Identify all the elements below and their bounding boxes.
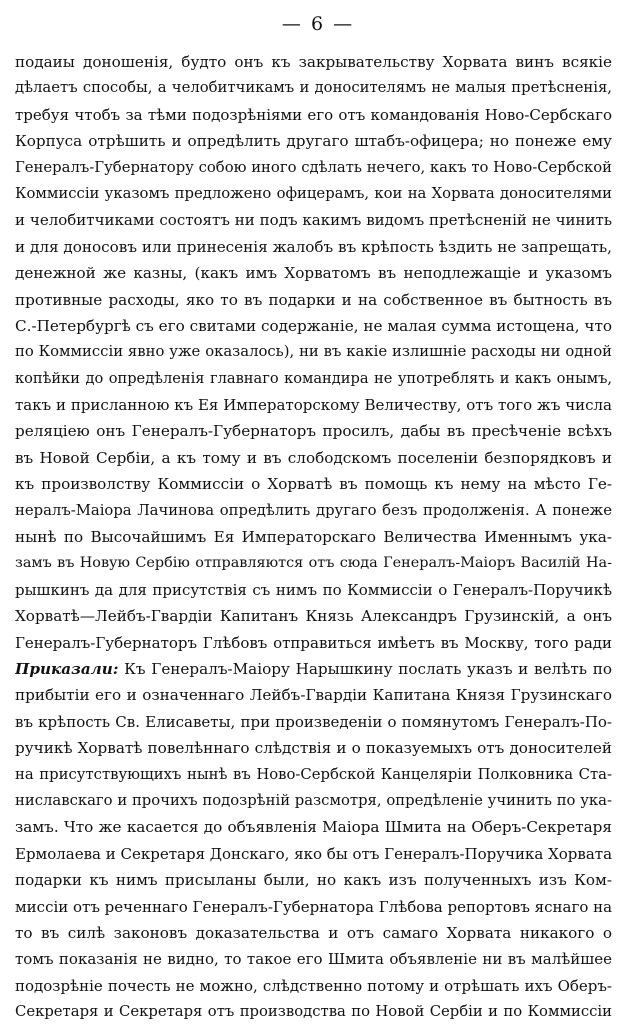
text-line: по Коммиссіи явно уже оказалось), ни въ какіе излишніе расходы ни одной (15, 343, 612, 361)
text-line: дѣлаетъ способы, а челобитчикамъ и доносителямъ не малыя претѣсненія, (15, 79, 612, 97)
text-line: и для доносовъ или принесенія жалобъ въ крѣпость ѣздить не запрещать, (15, 237, 612, 256)
text-line: томъ показанія не видно, то такое его Шмита объявленіе ни въ малѣйшее (15, 950, 612, 969)
text-line: замъ. Что же касается до объявленія Маіора Шмита на Оберъ-Секретаря (15, 818, 612, 837)
text-line: прибытіи его и означеннаго Лейбъ-Гвардіи Капитана Князя Грузинскаго (15, 686, 612, 705)
text-line: замъ въ Новую Сербію отправляются отъ сюда Генералъ-Маіоръ Василій На- (15, 555, 612, 572)
text-line: такъ и присланною къ Ея Императорскому Величеству, отъ того жъ числа (15, 396, 612, 415)
text-line: Генералъ-Губернаторъ Глѣбовъ отправиться имѣетъ въ Москву, того ради (15, 633, 612, 652)
text-line: въ крѣпость Св. Елисаветы, при произведеніи о помянутомъ Генералъ-По- (15, 712, 612, 731)
text-line: нынѣ по Высочайшимъ Ея Императорскаго Величества Именнымъ ука- (15, 528, 612, 547)
text-line: на присутствующихъ нынѣ въ Ново-Сербской Канцеляріи Полковника Ста- (15, 765, 612, 783)
text-line: и челобитчиками состоятъ ни подъ какимъ видомъ претѣсненій не чинить (15, 211, 612, 230)
text-line: Хорватѣ—Лейбъ-Гвардіи Капитанъ Князь Александръ Грузинскій, а онъ (15, 607, 612, 626)
text-line: ниславскаго и прочихъ подозрѣній разсмотря, опредѣленіе учинить по ука- (15, 791, 612, 809)
page-body-text (15, 49, 612, 1025)
text-line: Корпуса отрѣшить и опредѣлить другаго штабъ-офицера; но понеже ему (15, 132, 612, 151)
text-line: реляціею онъ Генералъ-Губернаторъ просилъ, дабы въ пресѣченіе всѣхъ (15, 422, 612, 441)
text-line: подозрѣніе почесть не можно, слѣдственно потому и отрѣшать ихъ Оберъ- (15, 976, 612, 995)
text-line: подарки къ нимъ присыланы были, но какъ изъ полученныхъ изъ Ком- (15, 871, 612, 890)
text-line: Коммиссіи указомъ предложено офицерамъ, кои на Хорвата доносителями (15, 184, 612, 202)
text-line: къ произволству Коммиссіи о Хорватѣ въ помощь къ нему на мѣсто Ге- (15, 475, 612, 494)
text-line: ручикѣ Хорватѣ повелѣннаго слѣдствія и о показуемыхъ отъ доносителей (15, 739, 612, 758)
text-line: Ермолаева и Секретаря Донскаго, яко бы отъ Генералъ-Поручика Хорвата (15, 844, 612, 863)
text-line: копѣйки до опредѣленія главнаго командира не употреблять и какъ онымъ, (15, 369, 612, 387)
text-line: денежной же казны, (какъ имъ Хорватомъ въ неподлежащіе и указомъ (15, 264, 612, 283)
text-line: рышкинъ да для присутствія съ нимъ по Коммиссіи о Генералъ-Поручикѣ (15, 580, 612, 599)
text-line: С.-Петербургѣ съ его свитами содержаніе, не малая сумма истощена, что (15, 316, 612, 335)
text-line: миссіи отъ реченнаго Генералъ-Губернатора Глѣбова репортовъ яснаго на (15, 897, 612, 916)
text-line: Генералъ-Губернатору собою иного сдѣлать нечего, какъ то Ново-Сербской (15, 158, 612, 176)
text-line: требуя чтобъ за тѣми подозрѣніями его отъ командованія Ново-Сербскаго (15, 105, 612, 124)
text-line-resolution: Приказали: Къ Генералъ-Маіору Нарышкину послать указъ и велѣть по (15, 659, 612, 678)
text-line: противные расходы, яко то въ подарки и на собственное въ бытность въ (15, 290, 612, 309)
resolution-lead-in: Приказали: (15, 659, 119, 678)
page-number-header: — 6 — (281, 13, 355, 35)
text-line: въ Новой Сербіи, а къ тому и въ слободскомъ поселеніи безпорядковъ и (15, 448, 612, 467)
text-line: нералъ-Маіора Лачинова опредѣлить другаго безъ продолженія. А понеже (15, 501, 612, 519)
text-line: то въ силѣ законовъ доказательства и отъ самаго Хорвата никакого о (15, 923, 612, 942)
text-line: подаиы доношенія, будто онъ къ закрывательству Хорвата винъ всякіе (15, 53, 612, 71)
text-line: Секретаря и Секретаря отъ производства по Новой Сербіи и по Коммиссіи (15, 1003, 612, 1021)
